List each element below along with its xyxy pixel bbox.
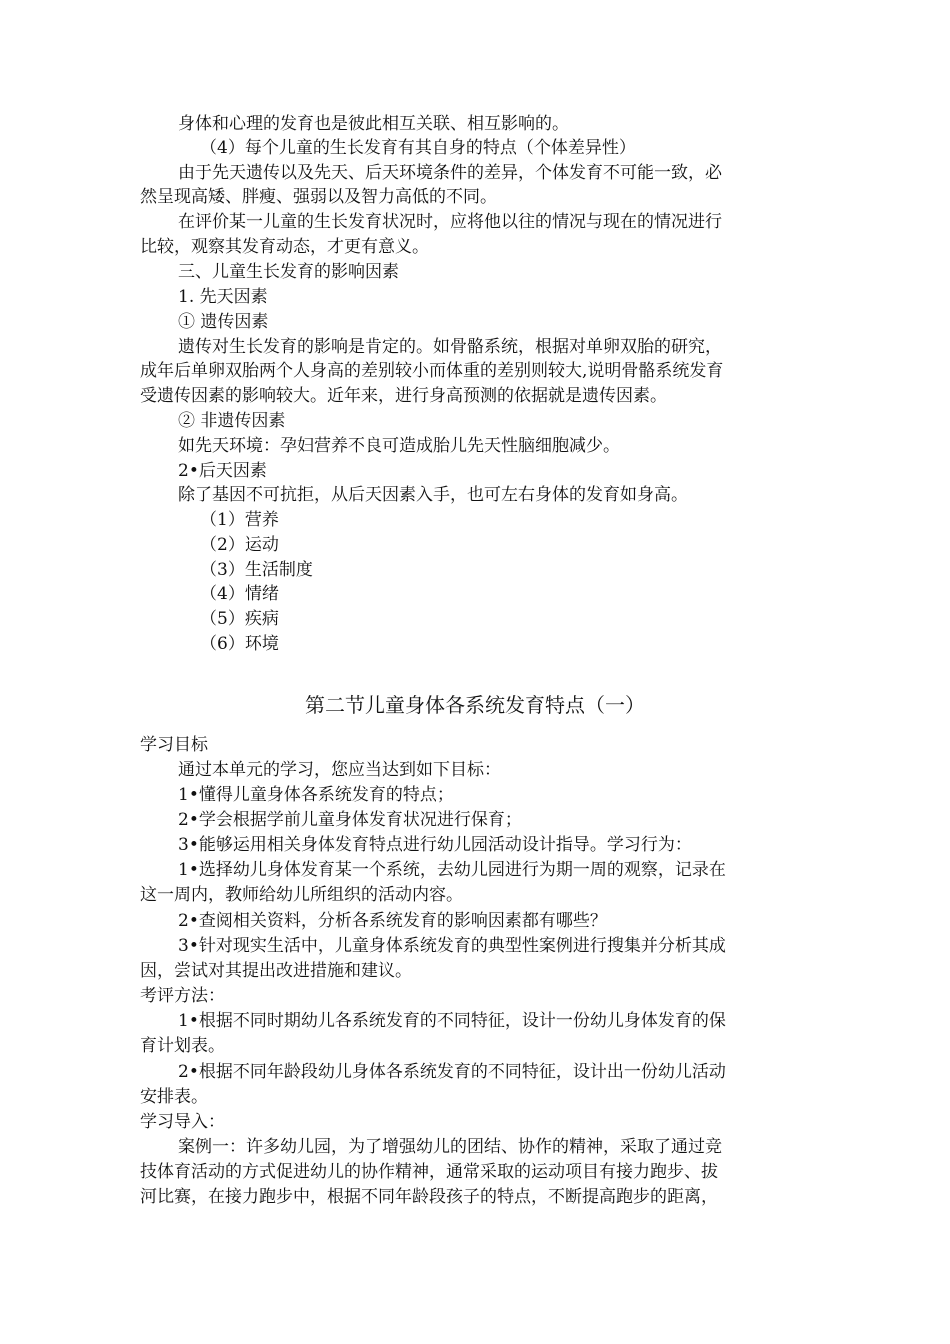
paragraph-line: 通过本单元的学习，您应当达到如下目标： — [178, 760, 501, 780]
list-item: 2•学会根据学前儿童身体发育状况进行保育； — [178, 810, 522, 830]
paragraph-line: 由于先天遗传以及先天、后天环境条件的差异，个体发育不可能一致，必 — [178, 163, 722, 183]
label-learning-goals: 学习目标 — [140, 735, 208, 755]
list-item: （3）生活制度 — [200, 560, 313, 580]
subheading-genetic-factors: ① 遗传因素 — [178, 312, 269, 332]
paragraph-line: 安排表。 — [140, 1087, 208, 1107]
label-assessment-method: 考评方法： — [140, 986, 225, 1006]
list-item: 1•懂得儿童身体各系统发育的特点； — [178, 785, 454, 805]
subheading-non-genetic-factors: ② 非遗传因素 — [178, 411, 286, 431]
paragraph-line: 因，尝试对其提出改进措施和建议。 — [140, 961, 412, 981]
paragraph-line: 身体和心理的发育也是彼此相互关联、相互影响的。 — [178, 114, 569, 134]
list-item: （1）营养 — [200, 510, 279, 530]
paragraph-line: 受遗传因素的影响较大。近年来，进行身高预测的依据就是遗传因素。 — [140, 386, 667, 406]
paragraph-line: 然呈现高矮、胖瘦、强弱以及智力高低的不同。 — [140, 187, 497, 207]
paragraph-line: 案例一：许多幼儿园，为了增强幼儿的团结、协作的精神，采取了通过竞 — [178, 1137, 722, 1157]
list-item: （4）情绪 — [200, 584, 279, 604]
list-item: （2）运动 — [200, 535, 279, 555]
list-item: （6）环境 — [200, 634, 279, 654]
list-item: 3•能够运用相关身体发育特点进行幼儿园活动设计指导。学习行为： — [178, 835, 692, 855]
paragraph-line: 技体育活动的方式促进幼儿的协作精神，通常采取的运动项目有接力跑步、拔 — [140, 1162, 718, 1182]
paragraph-line: 在评价某一儿童的生长发育状况时，应将他以往的情况与现在的情况进行 — [178, 212, 722, 232]
paragraph-line: 河比赛，在接力跑步中，根据不同年龄段孩子的特点，不断提高跑步的距离， — [140, 1187, 718, 1207]
list-item: 3•针对现实生活中，儿童身体系统发育的典型性案例进行搜集并分析其成 — [178, 936, 726, 956]
list-item: 2•根据不同年龄段幼儿身体各系统发育的不同特征，设计出一份幼儿活动 — [178, 1062, 726, 1082]
paragraph-line: 这一周内，教师给幼儿所组织的活动内容。 — [140, 885, 463, 905]
subheading-congenital-factors: 1. 先天因素 — [178, 287, 268, 307]
list-item: （5）疾病 — [200, 609, 279, 629]
paragraph-line: 育计划表。 — [140, 1036, 225, 1056]
paragraph-line: 比较，观察其发育动态，才更有意义。 — [140, 237, 429, 257]
paragraph-line: 遗传对生长发育的影响是肯定的。如骨骼系统，根据对单卵双胎的研究， — [178, 337, 722, 357]
paragraph-line: 成年后单卵双胎两个人身高的差别较小而体重的差别则较大,说明骨骼系统发育 — [140, 361, 724, 381]
paragraph-line: 除了基因不可抗拒，从后天因素入手，也可左右身体的发育如身高。 — [178, 485, 688, 505]
subheading-influencing-factors: 三、儿童生长发育的影响因素 — [178, 262, 399, 282]
paragraph-line: 如先天环境：孕妇营养不良可造成胎儿先天性脑细胞减少。 — [178, 436, 620, 456]
list-item: 2•查阅相关资料，分析各系统发育的影响因素都有哪些？ — [178, 911, 607, 931]
list-item: 1•根据不同时期幼儿各系统发育的不同特征，设计一份幼儿身体发育的保 — [178, 1011, 726, 1031]
subheading-acquired-factors: 2•后天因素 — [178, 461, 267, 481]
section-heading: 第二节儿童身体各系统发育特点（一） — [305, 693, 645, 717]
list-item: 1•选择幼儿身体发育某一个系统，去幼儿园进行为期一周的观察，记录在 — [178, 860, 726, 880]
label-learning-intro: 学习导入： — [140, 1112, 225, 1132]
subheading-individual-difference: （4）每个儿童的生长发育有其自身的特点（个体差异性） — [200, 138, 636, 158]
